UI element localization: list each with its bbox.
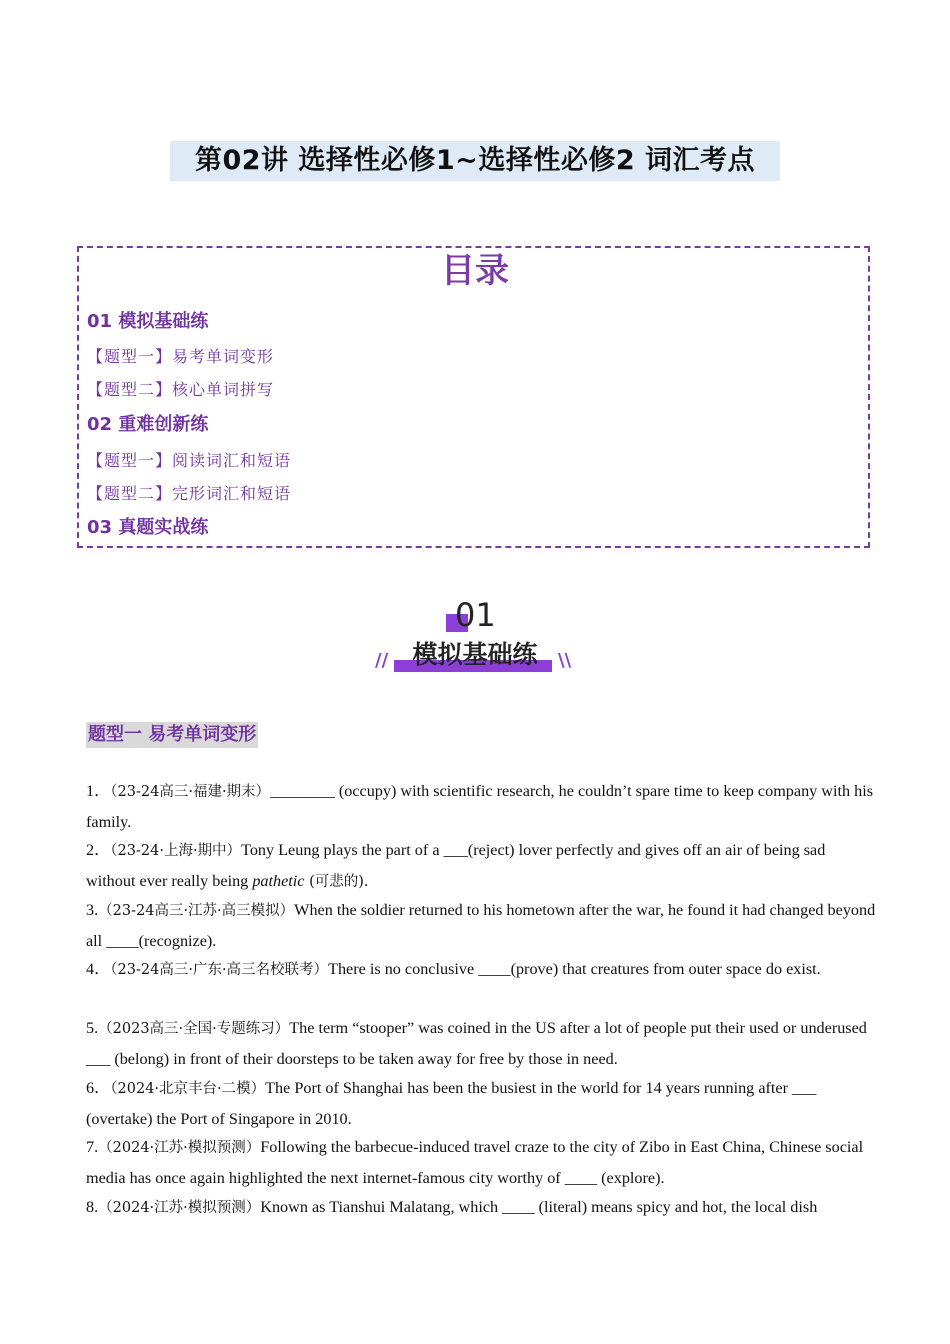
badge-left-slash-icon: // [375,650,389,671]
question-source: （23-24高三·江苏·高三模拟） [98,903,295,919]
toc-section-01[interactable]: 01 模拟基础练 [87,311,209,332]
question-text: ________ (occupy) with scientific research, he couldn’t spare time to keep company with his family. [86,782,874,831]
toc-heading: 目录 [441,251,509,291]
question-source: （23-24·上海·期中） [110,843,242,859]
question-source: （2024·江苏·模拟预测） [98,1140,261,1156]
question-number: 2． [86,841,111,859]
badge-right-slash-icon: \\ [558,650,572,671]
question-text: Following the barbecue-induced travel craze to the city of Zibo in East China, Chinese social media has once again highlighted the next internet-famous city worthy of ____ (explore). [86,1138,864,1187]
question-2 [86,836,876,897]
question-source: （2024·北京丰台·二模） [110,1081,266,1097]
question-italic-word: pathetic [252,871,305,890]
toc-section-02[interactable]: 02 重难创新练 [87,414,209,435]
toc-section-03[interactable]: 03 真题实战练 [87,517,209,538]
toc-item-01-1[interactable]: 【题型一】易考单词变形 [87,347,275,366]
question-number: 5. [86,1019,99,1037]
toc-item-02-1[interactable]: 【题型一】阅读词汇和短语 [87,451,292,470]
question-text: The term “stooper” was coined in the US after a lot of people put their used or underused ___ (belong) in front of their doorsteps to be taken away for free by those in need. [86,1019,867,1068]
section-badge-number: 01 [455,596,496,634]
question-text: The Port of Shanghai has been the busiest in the world for 14 years running after ___ (overtake) the Port of Singapore in 2010. [86,1079,817,1128]
question-text: When the soldier returned to his hometown after the war, he found it had changed beyond all ____(recognize). [86,901,876,950]
document-title: 第02讲 选择性必修1~选择性必修2 词汇考点 [170,141,780,181]
question-number: 7. [86,1138,99,1156]
question-source: （2023高三·全国·专题练习） [98,1021,290,1037]
question-source: （23-24高三·广东·高三名校联考） [110,962,329,978]
question-number: 1． [86,782,111,800]
toc-item-02-2[interactable]: 【题型二】完形词汇和短语 [87,484,292,503]
question-number: 8. [86,1198,99,1216]
question-type-label: 题型一 易考单词变形 [86,722,258,748]
toc-item-01-2[interactable]: 【题型二】核心单词拼写 [87,380,275,399]
question-3 [86,896,876,956]
question-4 [86,955,876,986]
question-6 [86,1074,876,1134]
question-text-tail: (可悲的). [304,873,369,890]
question-number: 3. [86,901,99,919]
question-7 [86,1133,876,1193]
question-source: （2024·江苏·模拟预测） [98,1200,261,1216]
question-5 [86,1014,876,1074]
section-badge-title: 模拟基础练 [412,640,538,669]
question-number: 6． [86,1079,111,1097]
question-1 [86,777,876,837]
question-text: Tony Leung plays the part of a ___(reject) lover perfectly and gives off an air of being sad without ever really being [86,841,826,890]
question-source: （23-24高三·福建·期末） [110,784,271,800]
question-number: 4． [86,960,111,978]
question-8 [86,1193,876,1224]
question-text: Known as Tianshui Malatang, which ____ (literal) means spicy and hot, the local dish [260,1198,818,1216]
question-text: There is no conclusive ____(prove) that creatures from outer space do exist. [328,960,821,978]
